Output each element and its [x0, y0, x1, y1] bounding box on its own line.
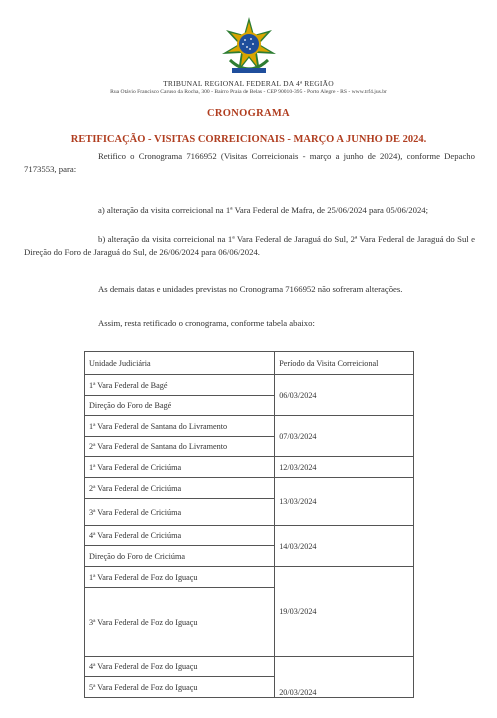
table-header-row	[85, 352, 414, 375]
unit-cell: 3ª Vara Federal de Criciúma	[85, 499, 275, 526]
unit-cell: 3ª Vara Federal de Foz do Iguaçu	[85, 588, 275, 657]
document-subtitle: RETIFICAÇÃO - VISITAS CORREICIONAIS - MARÇO A JUNHO DE 2024.	[70, 134, 427, 145]
table-row	[85, 457, 414, 478]
unit-cell: 1ª Vara Federal de Bagé	[85, 375, 275, 396]
table-row	[85, 567, 414, 588]
unit-cell: 1ª Vara Federal de Criciúma	[85, 457, 275, 478]
period-cell: 06/03/2024	[275, 375, 414, 416]
intro-paragraph: Retifico o Cronograma 7166952 (Visitas Correicionais - março a junho de 2024), conforme Depacho 7173553, para:	[24, 151, 475, 174]
unit-cell: Direção do Foro de Criciúma	[85, 546, 275, 567]
period-cell: 12/03/2024	[275, 457, 414, 478]
unit-cell: 1ª Vara Federal de Santana do Livramento	[85, 416, 275, 437]
unit-cell: 5ª Vara Federal de Foz do Iguaçu	[85, 677, 275, 698]
change-b-paragraph: b) alteração da visita correicional na 1ª Vara Federal de Jaraguá do Sul, 2ª Vara Federal de Jaraguá do Sul e Direção do Foro de Jaraguá do Sul, de 26/06/2024 para 06/06/2024.	[24, 234, 475, 257]
period-cell: 07/03/2024	[275, 416, 414, 457]
unit-cell: Direção do Foro de Bagé	[85, 396, 275, 416]
table-row	[85, 526, 414, 546]
emblem-center-disc	[238, 33, 260, 55]
conclusion-paragraph: Assim, resta retificado o cronograma, conforme tabela abaixo:	[98, 318, 315, 328]
period-cell: 19/03/2024	[275, 567, 414, 657]
emblem-ribbon	[232, 68, 266, 73]
document-title: CRONOGRAMA	[207, 108, 290, 119]
period-cell: 20/03/2024	[275, 657, 414, 698]
remaining-dates-paragraph: As demais datas e unidades previstas no Cronograma 7166952 não sofreram alterações.	[98, 284, 403, 294]
table-row	[85, 375, 414, 396]
column-header-unit: Unidade Judiciária	[85, 352, 275, 375]
unit-cell: 2ª Vara Federal de Criciúma	[85, 478, 275, 499]
table-row	[85, 416, 414, 437]
table-row	[85, 657, 414, 677]
table-row	[85, 478, 414, 499]
period-cell: 13/03/2024	[275, 478, 414, 526]
unit-cell: 1ª Vara Federal de Foz do Iguaçu	[85, 567, 275, 588]
change-a-paragraph: a) alteração da visita correicional na 1ª Vara Federal de Mafra, de 25/06/2024 para 05/06/2024;	[98, 205, 429, 215]
unit-cell: 2ª Vara Federal de Santana do Livramento	[85, 437, 275, 457]
organization-address: Rua Otávio Francisco Caruso da Rocha, 300 - Bairro Praia de Belas - CEP 90010-395 - Porto Alegre - RS - www.trf4.jus.br	[110, 89, 387, 95]
unit-cell: 4ª Vara Federal de Criciúma	[85, 526, 275, 546]
unit-cell: 4ª Vara Federal de Foz do Iguaçu	[85, 657, 275, 677]
coat-of-arms-emblem-icon	[218, 16, 280, 80]
organization-name: TRIBUNAL REGIONAL FEDERAL DA 4ª REGIÃO	[163, 79, 334, 88]
schedule-table	[84, 351, 414, 698]
column-header-period: Período da Visita Correicional	[275, 352, 414, 375]
period-cell: 14/03/2024	[275, 526, 414, 567]
emblem-wreath	[230, 60, 268, 69]
